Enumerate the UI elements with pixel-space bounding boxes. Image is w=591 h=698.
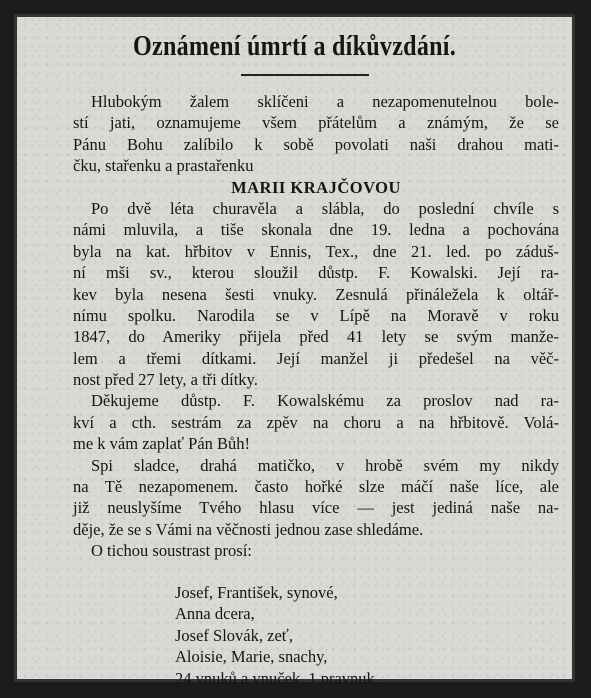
paragraph3-line: me k vám zaplať Pán Bůh! <box>73 434 251 454</box>
paragraph1-line: Pánu Bohu zalíbilo k sobě povolati naši drahou mati- <box>73 134 559 154</box>
paragraph1-line: stí jati, oznamujeme všem přátelům a známým, že se <box>73 113 559 133</box>
paragraph3-line: Děkujeme důstp. F. Kowalskému za proslov nad ra- <box>91 391 559 411</box>
paragraph2-line: Po dvě léta churavěla a slábla, do poslední chvíle s <box>91 198 559 218</box>
signer-line: Aloisie, Marie, snachy, <box>175 647 328 667</box>
paragraph2-line: kev byla nesena šesti vnuky. Zesnulá přináležela k oltář- <box>73 284 559 304</box>
paragraph2-line: 1847, do Ameriky přijela před 41 lety se svým manže- <box>73 327 559 347</box>
signer-line: Anna dcera, <box>175 604 255 624</box>
signers-list <box>175 582 379 689</box>
paragraph2-line: nímu spolku. Narodila se v Lípě na Moravě v roku <box>73 305 559 325</box>
paragraph4-line: na Tě nezapomenem. často hořké slze máčí naše líce, ale <box>73 477 559 497</box>
signer-line: Josef Slovák, zeť, <box>175 625 293 645</box>
death-notice-clipping <box>14 14 575 688</box>
paragraph2-line: byla na kat. hřbitov v Ennis, Tex., dne 21. led. po záduš- <box>73 241 559 261</box>
notice-body <box>73 91 559 562</box>
title-underline <box>241 74 369 76</box>
paragraph4-line: děje, že se s Vámi na věčnosti jednou zase shledáme. <box>73 519 424 539</box>
closing-line: O tichou soustrast prosí: <box>91 541 252 561</box>
paragraph1-line: čku, stařenku a prastařenku <box>73 156 254 176</box>
paragraph2-line: nost před 27 lety, a tři dítky. <box>73 370 258 390</box>
paragraph4-line: již neuslyšíme Tvého hlasu více — jest jediná naše na- <box>73 498 559 518</box>
signer-line: Josef, František, synové, <box>175 583 338 602</box>
paragraph2-line: lem a třemi dítkami. Její manžel ji předešel na věč- <box>73 348 559 368</box>
paragraph2-line: námi mluvila, a tiše skonala dne 19. ledna a pochována <box>73 220 559 240</box>
paragraph4-line: Spi sladce, drahá matičko, v hrobě svém my nikdy <box>91 455 559 475</box>
signer-line: 24 vnuků a vnuček, 1 pravnuk. <box>175 668 379 688</box>
deceased-name: MARII KRAJČOVOU <box>231 177 401 197</box>
notice-title: Oznámení úmrtí a díkůvzdání. <box>133 31 456 62</box>
paragraph3-line: kví a cth. sestrám za zpěv na choru a na hřbitově. Volá- <box>73 412 559 432</box>
paragraph2-line: ní mši sv., kterou sloužil důstp. F. Kowalski. Její ra- <box>73 263 559 283</box>
paragraph1-line: Hlubokým žalem sklíčeni a nezapomenutelnou bole- <box>91 92 559 111</box>
